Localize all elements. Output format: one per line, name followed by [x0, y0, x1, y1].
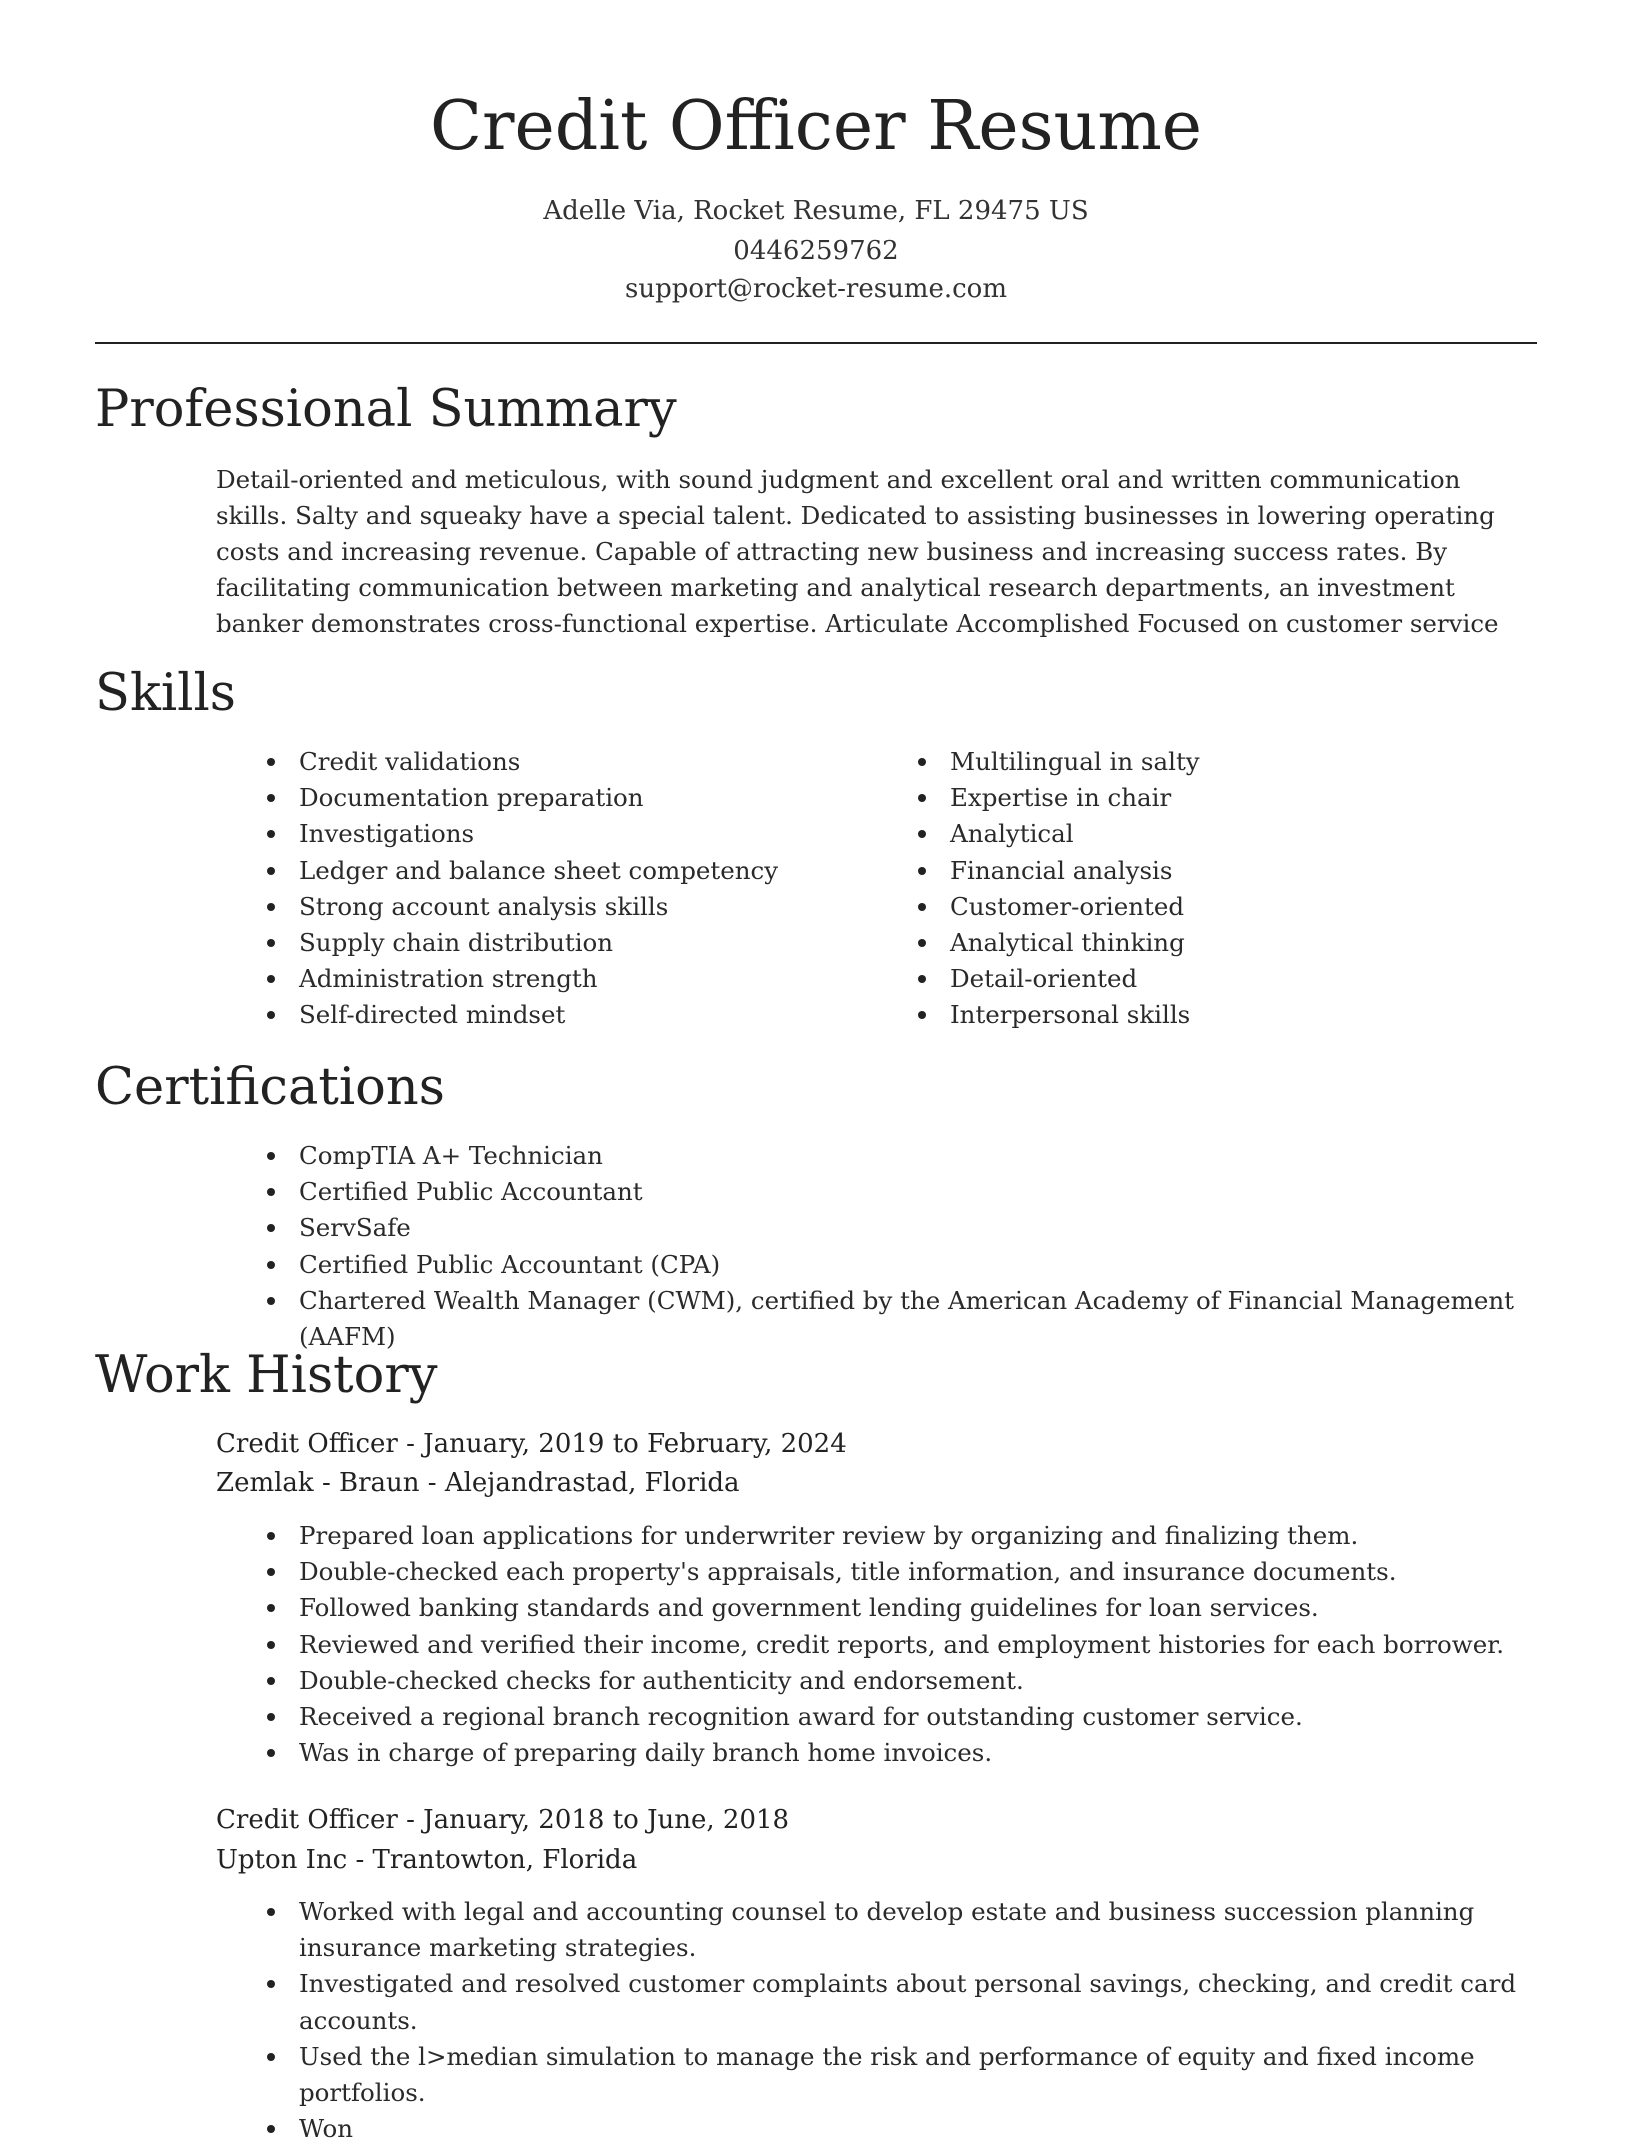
skill-item: Multilingual in salty	[906, 744, 1506, 780]
job-duty-item: Won	[255, 2111, 1537, 2147]
skill-item: Expertise in chair	[906, 780, 1506, 816]
skill-item: Credit validations	[255, 744, 855, 780]
job-duty-item: Prepared loan applications for underwriter review by organizing and finalizing them.	[255, 1518, 1537, 1554]
contact-phone: 0446259762	[733, 236, 899, 266]
job-duty-item: Used the l>median simulation to manage the risk and performance of equity and fixed income portfolios.	[255, 2039, 1537, 2111]
skill-item: Interpersonal skills	[906, 997, 1506, 1033]
job-duty-item: Double-checked each property's appraisals, title information, and insurance documents.	[255, 1554, 1537, 1590]
skill-item: Analytical	[906, 816, 1506, 852]
job-company-line: Upton Inc - Trantowton, Florida	[216, 1845, 638, 1875]
skill-item: Supply chain distribution	[255, 925, 855, 961]
skill-item: Strong account analysis skills	[255, 889, 855, 925]
header-divider	[95, 342, 1537, 344]
skills-list-left	[255, 744, 855, 1034]
skill-item: Customer-oriented	[906, 889, 1506, 925]
job-duty-item: Investigated and resolved customer complaints about personal savings, checking, and credit card accounts.	[255, 1966, 1537, 2038]
skill-item: Financial analysis	[906, 853, 1506, 889]
skill-item: Administration strength	[255, 961, 855, 997]
certifications-list	[255, 1138, 1537, 1355]
certification-item: ServSafe	[255, 1210, 1537, 1246]
summary-text: Detail-oriented and meticulous, with sound judgment and excellent oral and written communication skills. Salty and squeaky have a special talent. Dedicated to assisting businesses in lowering operating costs and increasing revenue. Capable of attracting new business and increasing success rates. By facilitating communication between marketing and analytical research departments, an investment banker demonstrates cross-functional expertise. Articulate Accomplished Focused on customer service	[216, 465, 1499, 638]
job-duties-list	[255, 1518, 1537, 1771]
job-duties-list	[255, 1894, 1537, 2147]
skill-item: Investigations	[255, 816, 855, 852]
certifications-heading: Certifications	[95, 1058, 445, 1117]
job-duty-item: Worked with legal and accounting counsel to develop estate and business succession planning insurance marketing strategies.	[255, 1894, 1537, 1966]
job-duty-item: Followed banking standards and government lending guidelines for loan services.	[255, 1590, 1537, 1626]
resume-title: Credit Officer Resume	[429, 87, 1203, 166]
contact-address: Adelle Via, Rocket Resume, FL 29475 US	[543, 196, 1089, 226]
job-duty-item: Double-checked checks for authenticity and endorsement.	[255, 1663, 1537, 1699]
certification-item: Certified Public Accountant	[255, 1174, 1537, 1210]
skills-heading: Skills	[95, 664, 236, 723]
job-duty-item: Reviewed and verified their income, credit reports, and employment histories for each borrower.	[255, 1627, 1537, 1663]
job-title-line: Credit Officer - January, 2018 to June, 2018	[216, 1805, 790, 1835]
contact-email: support@rocket-resume.com	[624, 274, 1007, 304]
summary-heading: Professional Summary	[95, 380, 677, 439]
certification-item: Certified Public Accountant (CPA)	[255, 1247, 1537, 1283]
skill-item: Documentation preparation	[255, 780, 855, 816]
job-duty-item: Was in charge of preparing daily branch home invoices.	[255, 1735, 1537, 1771]
work-history-heading: Work History	[95, 1346, 438, 1405]
certification-item: Chartered Wealth Manager (CWM), certified by the American Academy of Financial Management (AAFM)	[255, 1283, 1537, 1355]
job-company-line: Zemlak - Braun - Alejandrastad, Florida	[216, 1468, 740, 1498]
skill-item: Analytical thinking	[906, 925, 1506, 961]
certification-item: CompTIA A+ Technician	[255, 1138, 1537, 1174]
skills-list-right	[906, 744, 1506, 1034]
job-title-line: Credit Officer - January, 2019 to February, 2024	[216, 1429, 847, 1459]
skill-item: Detail-oriented	[906, 961, 1506, 997]
job-duty-item: Received a regional branch recognition award for outstanding customer service.	[255, 1699, 1537, 1735]
skill-item: Self-directed mindset	[255, 997, 855, 1033]
skill-item: Ledger and balance sheet competency	[255, 853, 855, 889]
